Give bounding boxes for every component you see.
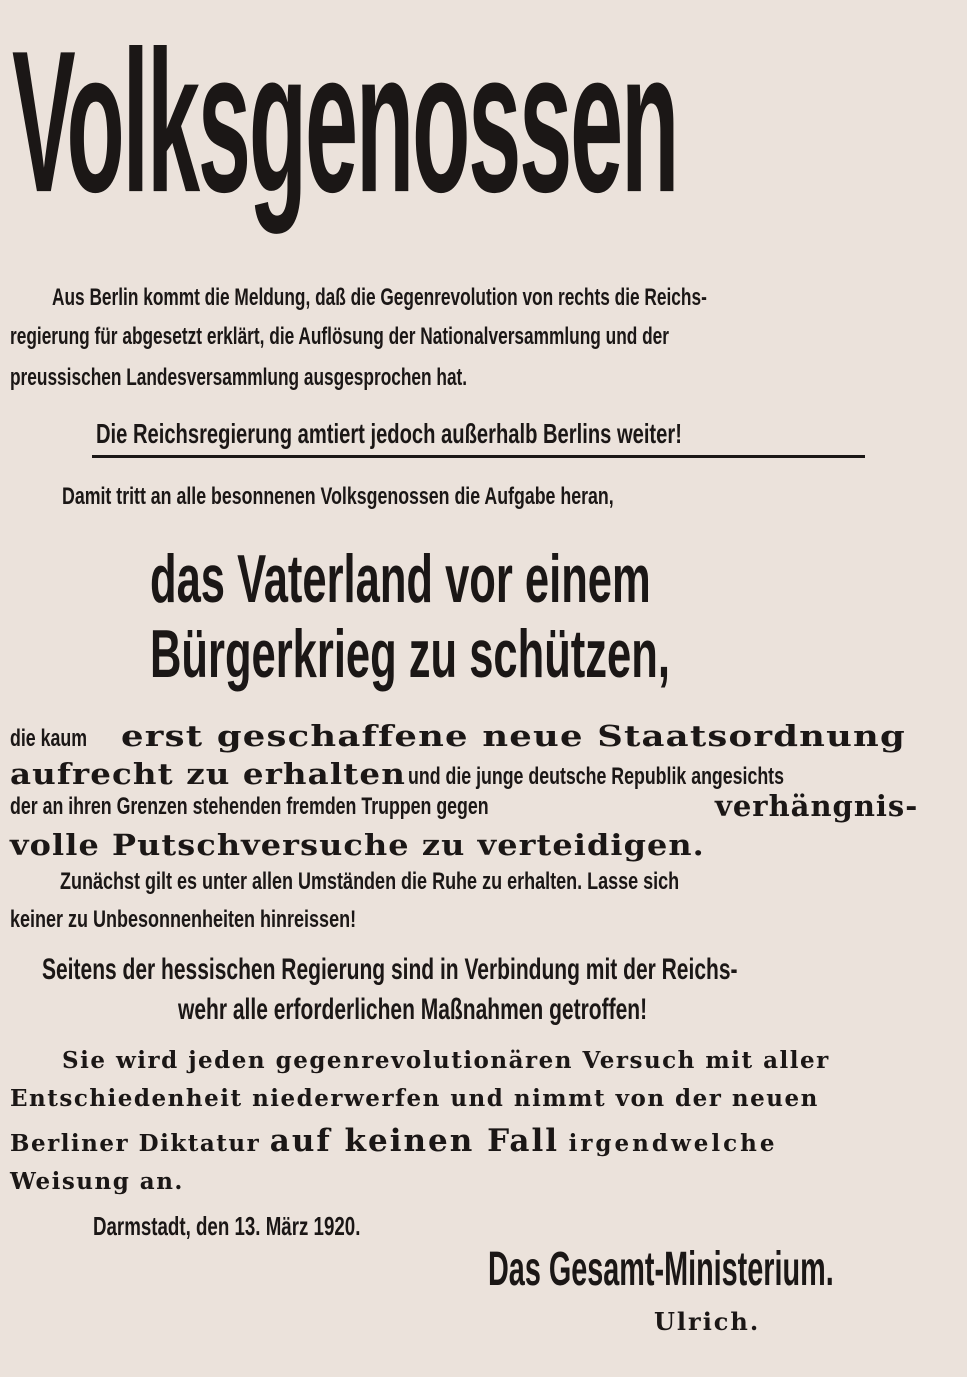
resolve-emphasis: auf keinen Fall bbox=[269, 1123, 560, 1159]
resolve-line-2: Entschiedenheit niederwerfen und nimmt von der neuen bbox=[10, 1085, 819, 1112]
slogan-line-1: das Vaterland vor einem bbox=[150, 541, 651, 617]
slogan-line-2: Bürgerkrieg zu schützen, bbox=[150, 616, 670, 692]
resolve-line-3: Berliner Diktatur auf keinen Fall irgendwelche bbox=[10, 1123, 778, 1159]
mixed-emphasis-1: erst geschaffene neue Staatsordnung bbox=[120, 719, 906, 753]
hessen-line-2: wehr alle erforderlichen Maßnahmen getroffen! bbox=[178, 993, 648, 1026]
calm-line-2: keiner zu Unbesonnenheiten hinreissen! bbox=[10, 906, 357, 933]
mixed-line-1: die kaum erst geschaffene neue Staatsordnung bbox=[10, 719, 906, 753]
mixed-emphasis-2: aufrecht zu erhalten bbox=[10, 757, 406, 791]
resolve-line-4: Weisung an. bbox=[10, 1168, 184, 1195]
intro-line-2: regierung für abgesetzt erklärt, die Auflösung der Nationalversammlung und der bbox=[10, 323, 670, 350]
mixed-emphasis-3: verhängnis- bbox=[715, 789, 919, 823]
ministry-signature: Das Gesamt-Ministerium. bbox=[488, 1243, 834, 1296]
hessen-line-1: Seitens der hessischen Regierung sind in Verbindung mit der Reichs- bbox=[42, 953, 738, 986]
place-date: Darmstadt, den 13. März 1920. bbox=[93, 1211, 361, 1241]
underline-rule bbox=[92, 455, 865, 458]
signatory-name: Ulrich. bbox=[654, 1307, 761, 1336]
mixed-line-4 bbox=[10, 828, 705, 862]
damit-line: Damit tritt an alle besonnenen Volksgenossen die Aufgabe heran, bbox=[62, 483, 614, 510]
resolve-line-1: Sie wird jeden gegenrevolutionären Versuch mit aller bbox=[62, 1047, 830, 1074]
poster-title: Volksgenossen bbox=[12, 9, 678, 235]
intro-line-1: Aus Berlin kommt die Meldung, daß die Gegenrevolution von rechts die Reichs- bbox=[52, 284, 707, 311]
mixed-line-3: der an ihren Grenzen stehenden fremden Truppen gegen verhängnis- bbox=[10, 789, 919, 823]
intro-line-3: preussischen Landesversammlung ausgesprochen hat. bbox=[10, 364, 468, 391]
mixed-emphasis-4: volle Putschversuche zu verteidigen. bbox=[10, 828, 705, 862]
calm-line-1: Zunächst gilt es unter allen Umständen die Ruhe zu erhalten. Lasse sich bbox=[60, 868, 680, 895]
underlined-statement: Die Reichsregierung amtiert jedoch außerhalb Berlins weiter! bbox=[96, 418, 682, 449]
mixed-line-2: aufrecht zu erhalten und die junge deutsche Republik angesichts bbox=[10, 757, 785, 791]
